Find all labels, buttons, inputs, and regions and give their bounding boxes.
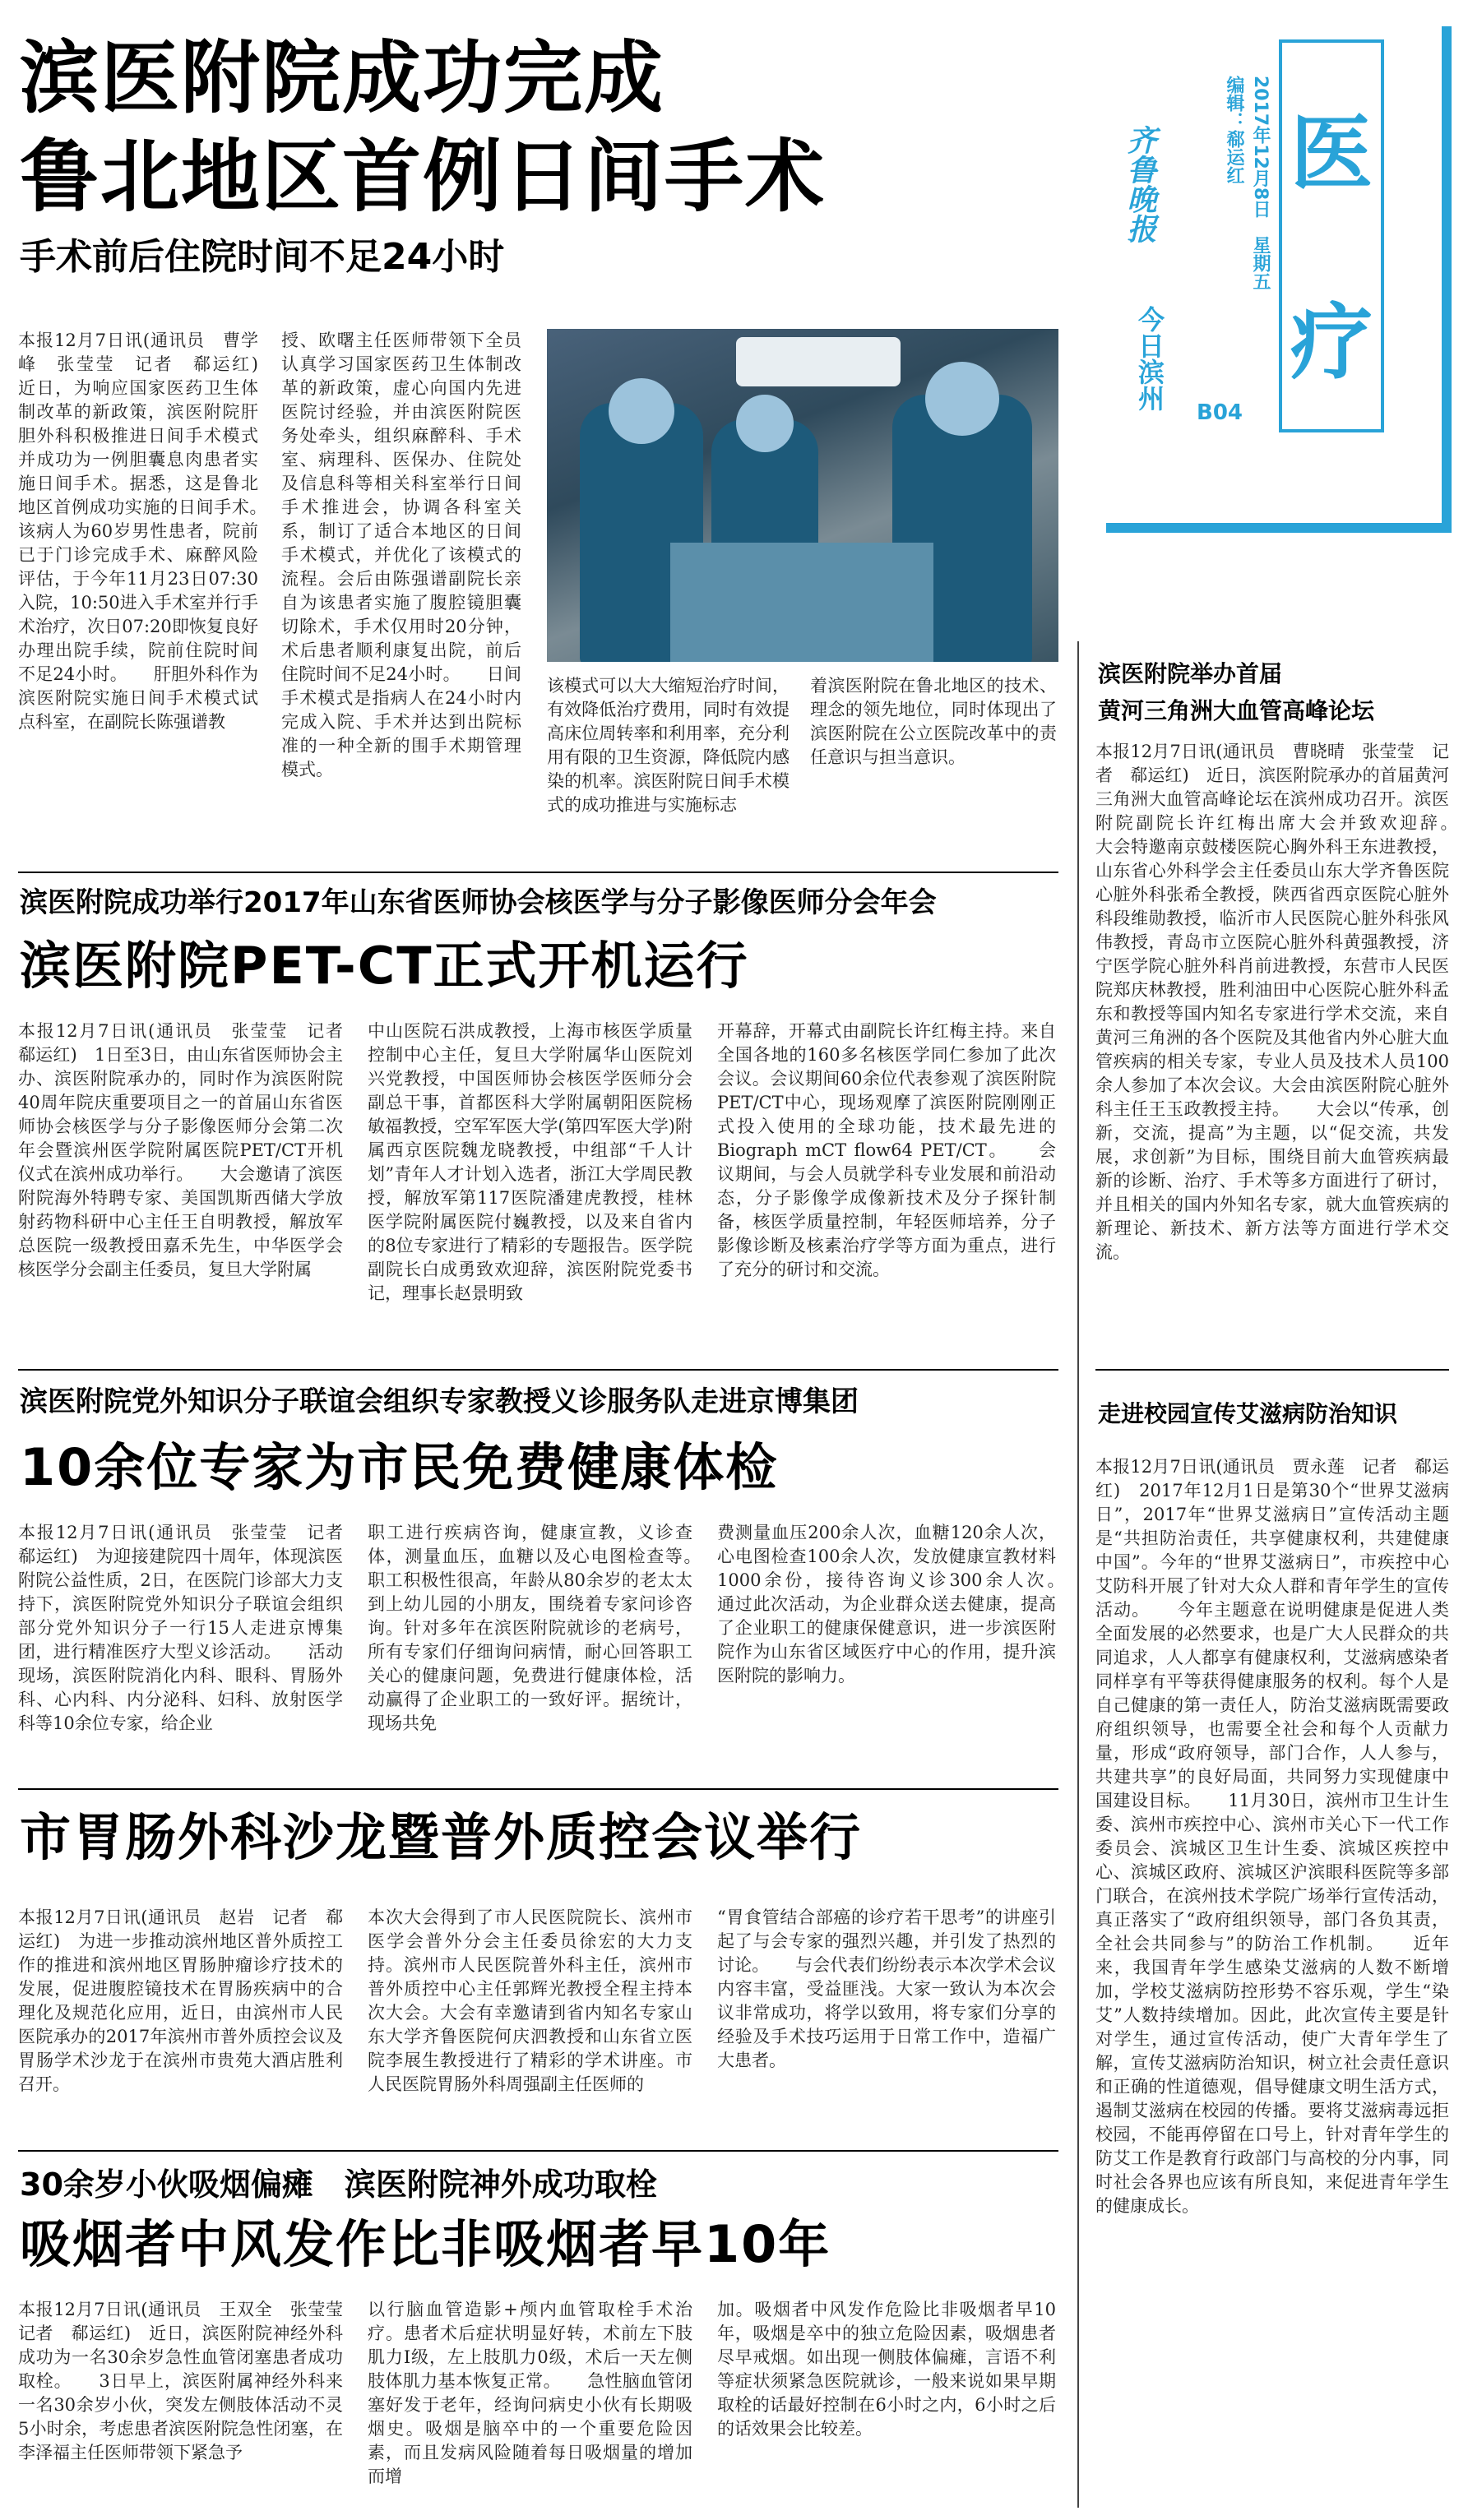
article2-kicker: 滨医附院成功举行2017年山东省医师协会核医学与分子影像医师分会年会 [20,886,937,919]
section-char-1: 医 [1290,105,1373,201]
side2-title: 走进校园宣传艾滋病防治知识 [1098,1400,1398,1427]
masthead [1106,26,1452,536]
article3-col1: 本报12月7日讯(通讯员 张莹莹 记者 郗运红) 为迎接建院四十周年，体现滨医附院公益性质，2日，在医院门诊部大力支持下，滨医附院党外知识分子联谊会组织部分党外知识分子一行15人走进京博集团，进行精准医疗大型义诊活动。 活动现场，滨医附院消化内科、眼科、胃肠外科、心内科、内分泌科、妇科、放射医学科等10余位专家，给企业 [18,1523,343,1733]
article5-col1: 本报12月7日讯(通讯员 王双全 张莹莹 记者 郗运红) 近日，滨医附院神经外科成功为一名30余岁急性血管闭塞患者成功取栓。 3日早上，滨医附属神经外科来一名30余岁小伙，突发左侧肢体活动不灵5小时余，考虑患者滨医附院急性闭塞，在李泽福主任医师带领下紧急予 [18,2300,343,2462]
article4-title: 市胃肠外科沙龙暨普外质控会议举行 [20,1807,863,1867]
article3-col3: 费测量血压200余人次，血糖120余人次，心电图检查100余人次，发放健康宣教材料1000余份，接待咨询义诊300余人次。 通过此次活动，为企业群众送去健康，提高了企业职工的健康保健意识，进一步滨医附院作为山东省区域医疗中心的作用，提升滨医附院的影响力。 [717,1523,1056,1685]
article2-col2: 中山医院石洪成教授，上海市核医学质量控制中心主任，复旦大学附属华山医院刘兴党教授，中国医师协会核医学医师分会副总干事，首都医科大学附属朝阳医院杨敏福教授，空军军医大学(第四军医大学)附属西京医院魏龙晓教授，中组部“千人计划”青年人才计划入选者，浙江大学周民教授，解放军第117医院潘建虎教授，桂林医学院附属医院付巍教授，以及来自省内的8位专家进行了精彩的专题报告。医学院副院长白成勇致欢迎辞，滨医附院党委书记，理事长赵景明致 [368,1021,692,1303]
surgeon-head [925,362,999,436]
page-number: B04 [1197,400,1243,425]
masthead-section-box [1279,39,1384,432]
article2-col1: 本报12月7日讯(通讯员 张莹莹 记者 郗运红) 1日至3日，由山东省医师协会主办、滨医附院承办的，同时作为滨医附院40周年院庆重要项目之一的首届山东省医师协会核医学与分子影像医师分会第二次年会暨滨州医学院附属医院PET/CT开机仪式在滨州成功举行。 大会邀请了滨医附院海外特聘专家、美国凯斯西储大学放射药物科研中心主任王自明教授，解放军总医院一级教授田嘉禾先生，中华医学会核医学分会副主任委员，复旦大学附属 [18,1021,343,1279]
article1-col2: 授、欧曙主任医师带领下全员认真学习国家医药卫生体制改革的新政策，虚心向国内先进医院讨经验，并由滨医附院医务处牵头，组织麻醉科、手术室、病理科、医保办、住院处及信息科等相关科室举行日间手术推进会，协调各科室关系，制订了适合本地区的日间手术模式，并优化了该模式的流程。会后由陈强谱副院长亲自为该患者实施了腹腔镜胆囊切除术，手术仅用时20分钟，术后患者顺利康复出院，前后住院时间不足24小时。 日间手术模式是指病人在24小时内完成入院、手术并达到出院标准的一种全新的围手术期管理模式。 [281,331,521,779]
article1-col3: 该模式可以大大缩短治疗时间，有效降低治疗费用，同时有效提高床位周转率和利用率，充分利用有限的卫生资源，降低院内感染的机率。滨医附院日间手术模式的成功推进与实施标志 [547,676,790,815]
article1-title-line1: 滨医附院成功完成 [20,32,665,124]
surgical-drape [670,543,933,662]
masthead-date: 2017年12月8日 星期五 [1250,76,1271,291]
side2-body: 本报12月7日讯(通讯员 贾永莲 记者 郗运红) 2017年12月1日是第30个“世界艾滋病日”，2017年“世界艾滋病日”宣传活动主题是“共担防治责任，共享健康权利，共建健康中国”。今年的“世界艾滋病日”，市疾控中心艾防科开展了针对大众人群和青年学生的宣传活动。 今年主题意在说明健康是促进人类全面发展的必然要求，也是广大人民群众的共同追求，人人都享有健康权利，艾滋病感染者同样享有平等获得健康服务的权利。每个人是自己健康的第一责任人，防治艾滋病既需要政府组织领导，也需要全社会和每个人贡献力量，形成“政府领导，部门合作，人人参与，共建共享”的良好局面，共同努力实现健康中国建设目标。 11月30日，滨州市卫生计生委、滨州市疾控中心、滨州市关心下一代工作委员会、滨城区卫生计生委、滨城区疾控中心、滨城区政府、滨城区沪滨眼科医院等多部门联合，在滨州技术学院广场举行宣传活动，真正落实了“政府组织领导，部门各负其责，全社会共同参与”的防治工作机制。 近年来，我国青年学生感染艾滋病的人数不断增加，学校艾滋病防控形势不容乐观，学生“染艾”人数持续增加。因此，此次宣传主要是针对学生，通过宣传活动，使广大青年学生了解，宣传艾滋病防治知识，树立社会责任意识和正确的性道德观，倡导健康文明生活方式，遏制艾滋病在校园的传播。要将艾滋病毒远拒校园，不能再停留在口号上，针对青年学生的防艾工作是教育行政部门与高校的分内事，同时社会各界也应该有所良知，来促进青年学生的健康成长。 [1095,1457,1449,2216]
article5-kicker: 30余岁小伙吸烟偏瘫 滨医附院神外成功取栓 [20,2166,657,2203]
article1-title-line2: 鲁北地区首例日间手术 [20,131,826,223]
surgical-lamp [736,337,901,386]
surgeon-head [609,378,674,444]
article5-title: 吸烟者中风发作比非吸烟者早10年 [20,2214,831,2274]
masthead-editor: 编辑：郗运红 [1224,76,1244,184]
side1-body: 本报12月7日讯(通讯员 曹晓晴 张莹莹 记者 郗运红) 近日，滨医附院承办的首届黄河三角洲大血管高峰论坛在滨州成功召开。滨医附院副院长许红梅出席大会并致欢迎辞。 大会特邀南京鼓楼医院心胸外科王东进教授，山东省心外科学会主任委员山东大学齐鲁医院心脏外科张希全教授，陕西省西京医院心脏外科段维勋教授，临沂市人民医院心脏外科张风伟教授，青岛市立医院心脏外科黄强教授，济宁医学院心脏外科肖前进教授，东营市人民医院郑庆林教授，胜利油田中心医院心脏外科孟东和教授等国内知名专家进行学术交流，来自黄河三角洲的各个医院及其他省内外心脏大血管疾病的相关专家，专业人员及技术人员100余人参加了本次会议。大会由滨医附院心脏外科主任王玉政教授主持。 大会以“传承，创新，交流，提高”为主题，以“促交流，共发展，求创新”为目标，围绕目前大血管疾病最新的诊断、治疗、手术等多方面进行了研讨，并且相关的国内外知名专家，就大血管疾病的新理论、新技术、新方法等方面进行学术交流。 [1095,742,1449,1262]
article2-col3: 开幕辞，开幕式由副院长许红梅主持。来自全国各地的160多名核医学同仁参加了此次会议。会议期间60余位代表参观了滨医附院PET/CT中心，现场观摩了滨医附院刚刚正式投入使用的全球功能，技术最先进的Biograph mCT flow64 PET/CT。 会议期间，与会人员就学科专业发展和前沿动态，分子影像学成像新技术及分子探针制备，核医学质量控制，年轻医师培养，分子影像诊断及核素治疗学等方面为重点，进行了充分的研讨和交流。 [717,1021,1056,1279]
section-char-2: 疗 [1290,294,1373,391]
side1-title-line1: 滨医附院举办首届 [1098,660,1283,687]
article5-col2: 以行脑血管造影+颅内血管取栓手术治疗。患者术后症状明显好转，术前左下肢肌力I级，左上肢肌力0级，术后一天左侧肢体肌力基本恢复正常。 急性脑血管闭塞好发于老年，经询问病史小伙有长期吸烟史。吸烟是脑卒中的一个重要危险因素，而且发病风险随着每日吸烟量的增加而增 [368,2300,692,2486]
surgery-photo [547,329,1058,662]
divider [18,872,1058,873]
column-divider [1077,641,1079,2508]
article2-title: 滨医附院PET-CT正式开机运行 [20,936,749,996]
divider [18,2150,1058,2152]
article4-col3: “胃食管结合部癌的诊疗若干思考”的讲座引起了与会专家的强烈兴趣，并引发了热烈的讨论。 与会代表们纷纷表示本次学术会议内容丰富，受益匪浅。大家一致认为本次会议非常成功，将学以致用，将专家们分享的经验及手术技巧运用于日常工作中，造福广大患者。 [717,1907,1056,2070]
divider [18,1788,1058,1790]
divider [18,1369,1058,1371]
article1-col1: 本报12月7日讯(通讯员 曹学峰 张莹莹 记者 郗运红) 近日，为响应国家医药卫生体制改革的新政策，滨医附院肝胆外科积极推进日间手术模式并成功为一例胆囊息肉患者实施日间手术。据悉，这是鲁北地区首例成功实施的日间手术。 该病人为60岁男性患者，院前已于门诊完成手术、麻醉风险评估，于今年11月23日07:30入院，10:50进入手术室并行手术治疗，次日07:20即恢复良好办理出院手续，院前住院时间不足24小时。 肝胆外科作为滨医附院实施日间手术模式试点科室，在副院长陈强谱教 [18,331,258,732]
article4-col2: 本次大会得到了市人民医院院长、滨州市医学会普外分会主任委员徐宏的大力支持。滨州市人民医院普外科主任，滨州市普外质控中心主任郭辉光教授全程主持本次大会。大会有幸邀请到省内知名专家山东大学齐鲁医院何庆泗教授和山东省立医院李展生教授进行了精彩的学术讲座。市人民医院胃肠外科周强副主任医师的 [368,1907,692,2094]
side1-title-line2: 黄河三角洲大血管高峰论坛 [1098,697,1375,724]
article1-subtitle: 手术前后住院时间不足24小时 [20,236,505,278]
divider [1095,1369,1449,1371]
article1-col4: 着滨医附院在鲁北地区的技术、理念的领先地位，同时体现出了滨医附院在公立医院改革中的责任意识与担当意识。 [810,676,1057,767]
article4-col1: 本报12月7日讯(通讯员 赵岩 记者 郗运红) 为进一步推动滨州地区普外质控工作的推进和滨州地区胃肠肿瘤诊疗技术的发展，促进腹腔镜技术在胃肠疾病中的合理化及规范化应用，近日，由滨州市人民医院承办的2017年滨州市普外质控会议及胃肠学术沙龙于在滨州市贵苑大酒店胜利召开。 [18,1907,343,2094]
article3-col2: 职工进行疾病咨询，健康宣教，义诊查体，测量血压，血糖以及心电图检查等。 职工积极性很高，年龄从80余岁的老太太到上幼儿园的小朋友，围绕着专家问诊咨询。针对多年在滨医附院就诊的老病号，所有专家们仔细询问病情，耐心回答职工关心的健康问题，免费进行健康体检，活动赢得了企业职工的一致好评。据统计，现场共免 [368,1523,692,1733]
article3-title: 10余位专家为市民免费健康体检 [20,1437,779,1497]
masthead-edition: 今日滨州 [1134,306,1165,411]
surgeon-head [736,395,794,452]
article3-kicker: 滨医附院党外知识分子联谊会组织专家教授义诊服务队走进京博集团 [20,1385,859,1418]
masthead-brand: 齐鲁晚报 [1123,125,1157,243]
article5-col3: 加。吸烟者中风发作危险比非吸烟者早10年，吸烟是卒中的独立危险因素，吸烟患者尽早戒烟。如出现一侧肢体偏瘫，言语不利等症状须紧急医院就诊，一般来说如果早期取栓的话最好控制在6小时之内，6小时之后的话效果会比较差。 [717,2300,1056,2439]
